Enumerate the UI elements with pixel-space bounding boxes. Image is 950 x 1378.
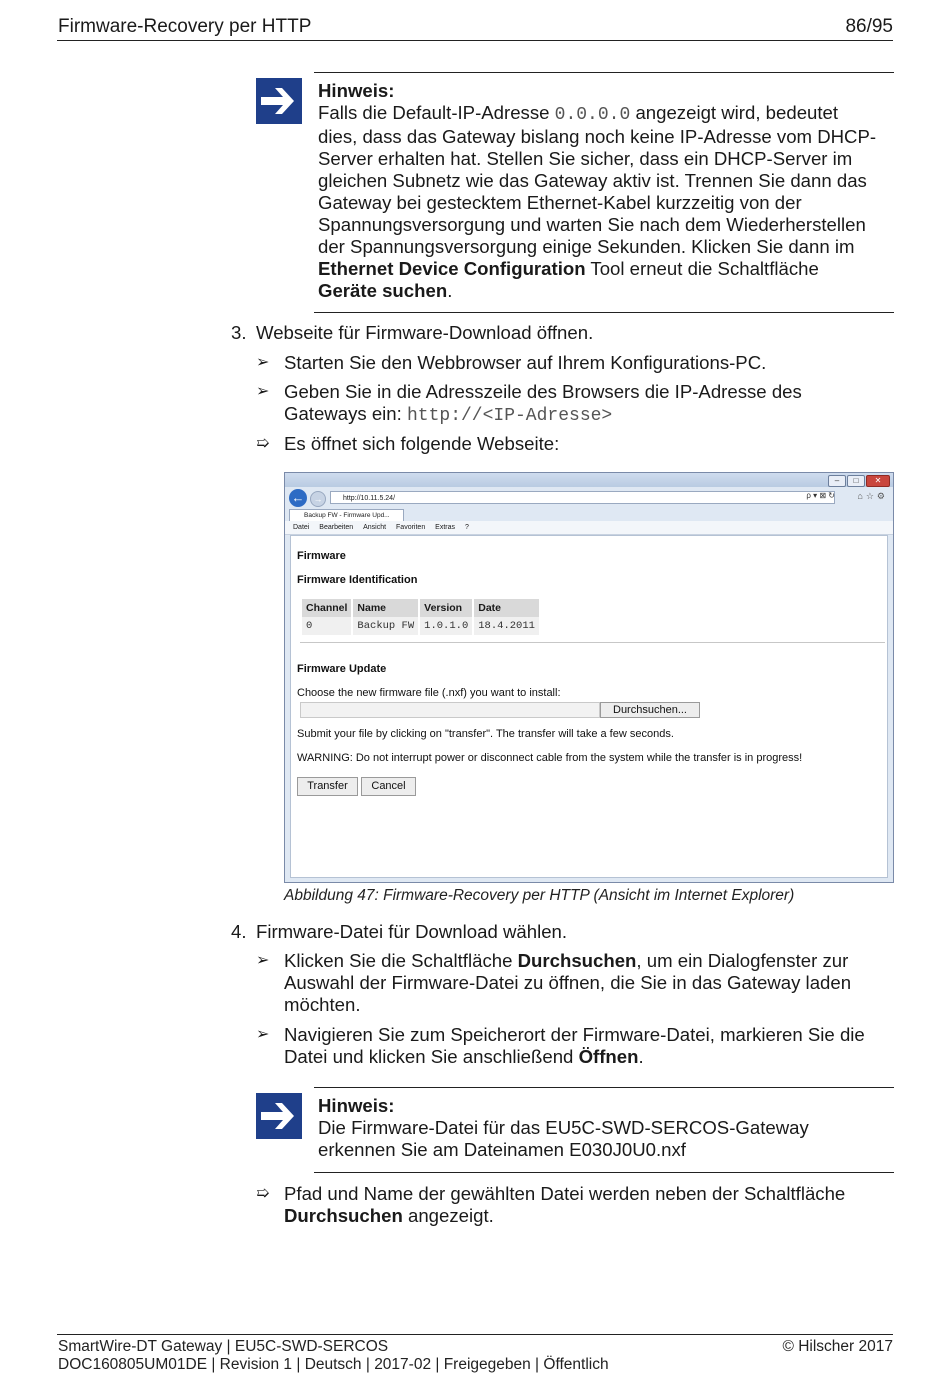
menu-item: ? [464, 524, 469, 531]
note1 [318, 80, 898, 302]
address-bar: http://10.11.5.24/ [330, 491, 835, 504]
result-line: angezeigt. [402, 1205, 494, 1226]
submit-text: Submit your file by clicking on "transfer". The transfer will take a few seconds. [297, 728, 674, 740]
footer-rule [57, 1334, 893, 1335]
browser-screenshot [284, 472, 894, 883]
note1-text: der Spannungsversorgung einige Sekunden. Klicken Sie dann im [318, 236, 855, 257]
forward-icon: → [310, 491, 326, 507]
note2-heading: Hinweis: [318, 1095, 395, 1116]
bullet-arrow-icon: ➢ [256, 1026, 270, 1043]
step4-bullet2 [284, 1024, 865, 1068]
note1-text: Server erhalten hat. Stellen Sie sicher, dass ein DHCP-Server im [318, 148, 853, 169]
header-rule [57, 40, 893, 41]
page-header-title: Firmware-Recovery per HTTP [58, 16, 312, 37]
table-header-row [302, 599, 539, 617]
note1-bold: Ethernet Device Configuration [318, 258, 586, 279]
result-arrow-icon: ➯ [256, 435, 270, 452]
table-cell: 18.4.2011 [474, 617, 539, 635]
note1-text: Falls die Default-IP-Adresse [318, 102, 555, 123]
result-arrow-icon: ➯ [256, 1185, 270, 1202]
menu-item: Favoriten [396, 524, 426, 531]
back-icon: ← [289, 489, 307, 507]
menu-item: Ansicht [363, 524, 387, 531]
step4-text-line: . [638, 1046, 644, 1067]
note-arrow-icon [256, 1093, 302, 1139]
step4-text: Firmware-Datei für Download wählen. [256, 921, 568, 942]
table-cell: Backup FW [353, 617, 418, 635]
step3-text: Webseite für Firmware-Download öffnen. [256, 322, 594, 343]
file-path-field [300, 702, 600, 718]
step3-number: 3. [231, 322, 247, 343]
note1-text: dies, dass das Gateway bislang noch keine IP-Adresse vom DHCP- [318, 126, 877, 147]
table-cell: 0 [302, 617, 351, 635]
menu-item: Datei [293, 524, 310, 531]
firmware-heading: Firmware [297, 550, 346, 562]
step4-bold: Durchsuchen [517, 950, 637, 971]
address-tools: ρ ▾ ⊠ ↻ [806, 491, 835, 500]
step4-text-line: Auswahl der Firmware-Datei zu öffnen, die Sie in das Gateway laden [284, 972, 852, 993]
step3-bullet2-line: Gateways ein: [284, 403, 407, 424]
note1-top-rule [314, 72, 894, 73]
footer-copyright: © Hilscher 2017 [782, 1338, 893, 1355]
choose-file-text: Choose the new firmware file (.nxf) you want to install: [297, 687, 561, 699]
url-code: http://<IP-Adresse> [406, 406, 613, 426]
note-arrow-icon [256, 78, 302, 124]
maximize-icon: □ [847, 475, 865, 487]
firmware-identification-heading: Firmware Identification [297, 574, 418, 586]
table-cell: 1.0.1.0 [420, 617, 472, 635]
step3-bullet2-line: Geben Sie in die Adresszeile des Browsers die IP-Adresse des [284, 381, 802, 402]
table-row [302, 617, 539, 635]
firmware-table [300, 599, 541, 635]
step3-bullet2 [284, 381, 802, 427]
note2-text: erkennen Sie am Dateinamen E030J0U0.nxf [318, 1139, 686, 1160]
note1-text: . [447, 280, 453, 301]
firmware-update-heading: Firmware Update [297, 663, 387, 675]
step4-number: 4. [231, 921, 247, 942]
minimize-icon: – [828, 475, 846, 487]
note1-text: gleichen Subnetz wie das Gateway aktiv ist. Trennen Sie dann das [318, 170, 867, 191]
note1-text: Gateway bei gestecktem Ethernet-Kabel kurzzeitig von der [318, 192, 802, 213]
note1-heading: Hinweis: [318, 80, 395, 101]
note2-text: Die Firmware-Datei für das EU5C-SWD-SERCOS-Gateway [318, 1117, 809, 1138]
table-header: Date [474, 599, 539, 617]
step4-bullet1 [284, 950, 851, 1016]
menu-item: Extras [435, 524, 456, 531]
note1-text: angezeigt wird, bedeutet [630, 102, 839, 123]
note2-top-rule [314, 1087, 894, 1088]
step4-text-line: Klicken Sie die Schaltfläche [284, 950, 518, 971]
bullet-arrow-icon: ➢ [256, 354, 270, 371]
footer-left-line2: DOC160805UM01DE | Revision 1 | Deutsch | 2017-02 | Freigegeben | Öffentlich [58, 1356, 609, 1373]
result-bold: Durchsuchen [284, 1205, 403, 1226]
table-header: Name [353, 599, 418, 617]
browser-tab: Backup FW - Firmware Upd... [289, 509, 404, 521]
bullet-arrow-icon: ➢ [256, 383, 270, 400]
note1-bold: Geräte suchen [318, 280, 448, 301]
note1-text: Tool erneut die Schaltfläche [585, 258, 819, 279]
table-header: Channel [302, 599, 351, 617]
step4-text-line: , um ein Dialogfenster zur [636, 950, 849, 971]
figure-caption: Abbildung 47: Firmware-Recovery per HTTP (Ansicht im Internet Explorer) [284, 887, 795, 904]
step4-text-line: Navigieren Sie zum Speicherort der Firmware-Datei, markieren Sie die [284, 1024, 865, 1045]
result-line: Pfad und Name der gewählten Datei werden neben der Schaltfläche [284, 1183, 846, 1204]
step3-bullet1: Starten Sie den Webbrowser auf Ihrem Konfigurations-PC. [284, 352, 767, 373]
transfer-button: Transfer [297, 777, 358, 796]
browser-titlebar [285, 473, 893, 487]
warning-text: WARNING: Do not interrupt power or disconnect cable from the system while the transfer is in progress! [297, 752, 803, 764]
result-text [284, 1183, 845, 1227]
browse-button: Durchsuchen... [600, 702, 700, 718]
divider [300, 642, 885, 643]
browser-tab-row [285, 509, 893, 521]
table-header: Version [420, 599, 472, 617]
step4-bold: Öffnen [578, 1046, 639, 1067]
menu-item: Bearbeiten [319, 524, 354, 531]
step3-result: Es öffnet sich folgende Webseite: [284, 433, 560, 454]
browser-content [290, 535, 888, 878]
close-icon: ✕ [866, 475, 890, 487]
bullet-arrow-icon: ➢ [256, 952, 270, 969]
footer-left-line1: SmartWire-DT Gateway | EU5C-SWD-SERCOS [58, 1338, 389, 1355]
browser-menu-bar [285, 521, 893, 535]
note1-text: Spannungsversorgung und warten Sie nach dem Wiederherstellen [318, 214, 866, 235]
note2-bottom-rule [314, 1172, 894, 1173]
step4-text-line: Datei und klicken Sie anschließend [284, 1046, 579, 1067]
toolbar-icons: ⌂☆⚙ [857, 491, 888, 501]
browser-address-row [285, 487, 893, 509]
note1-bottom-rule [314, 312, 894, 313]
step4-text-line: möchten. [284, 994, 361, 1015]
cancel-button: Cancel [361, 777, 416, 796]
note1-ip: 0.0.0.0 [554, 105, 631, 125]
note2 [318, 1095, 898, 1161]
page-number: 86/95 [845, 16, 893, 37]
